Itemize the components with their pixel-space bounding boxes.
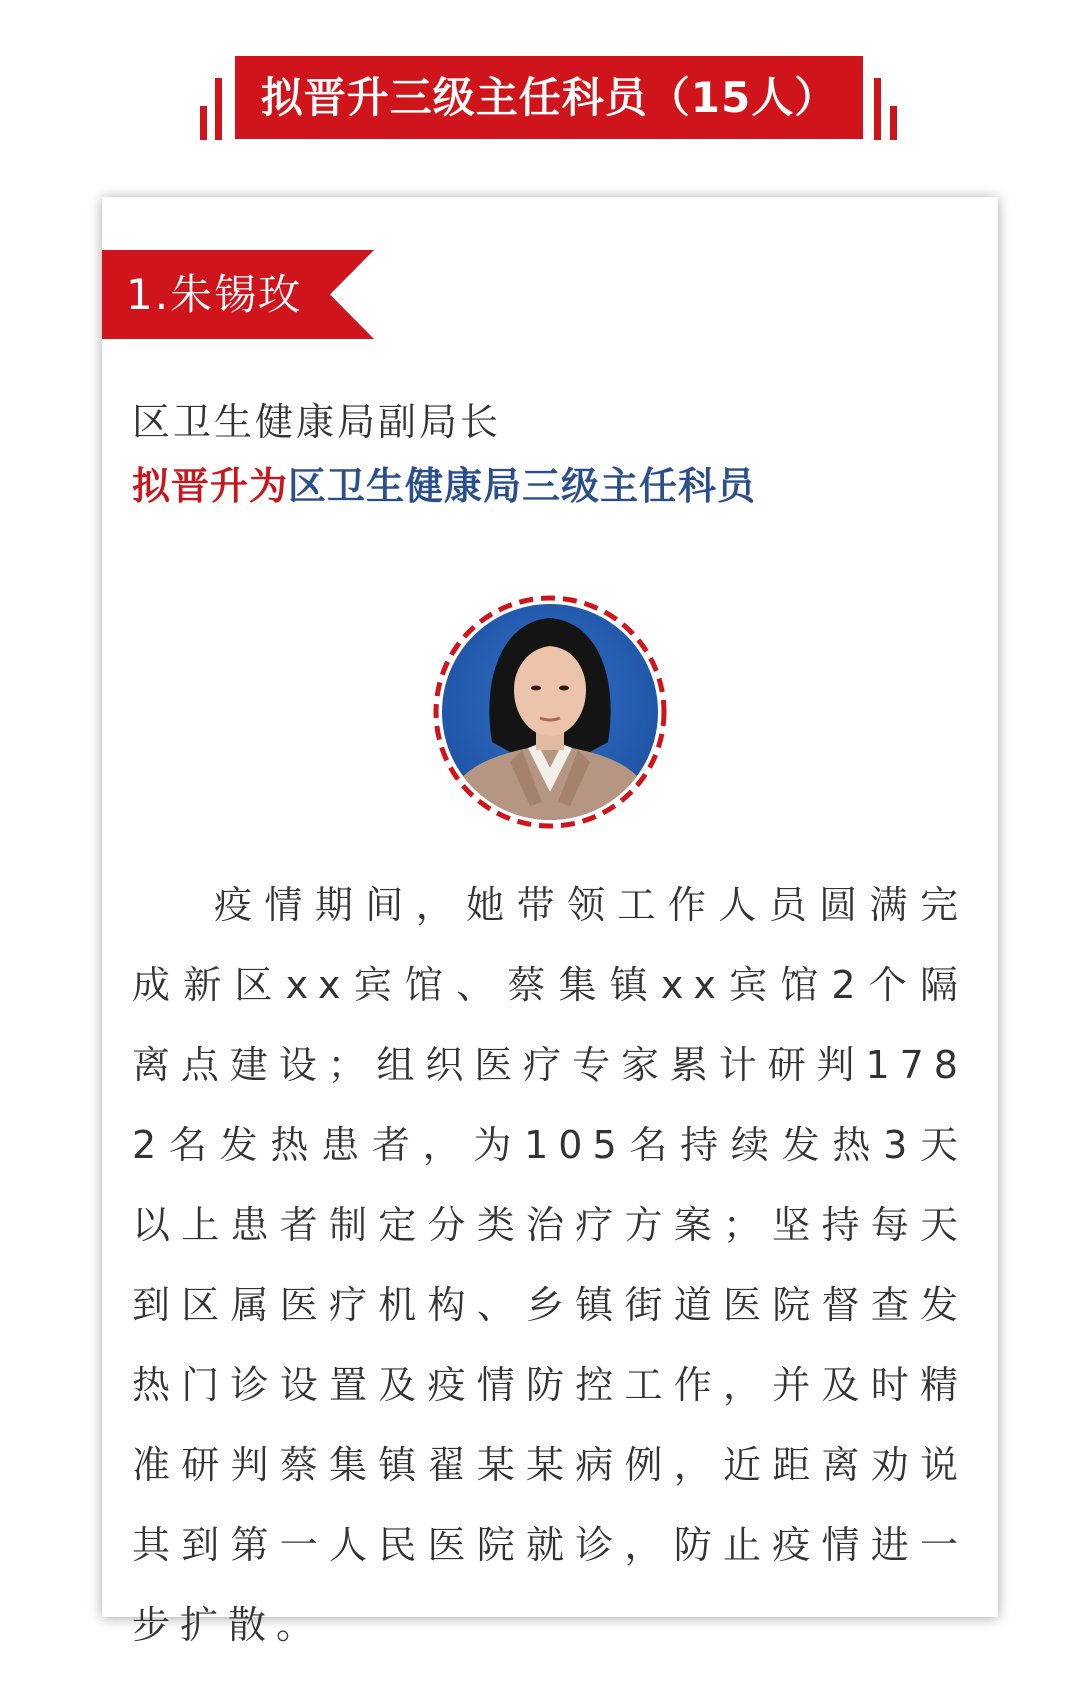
promotion-prefix: 拟晋升为 [132,464,289,508]
banner-left-bar-inner [215,78,222,140]
bio-paragraph: 疫情期间，她带领工作人员圆满完成新区xx宾馆、蔡集镇xx宾馆2个隔离点建设；组织医疗专家累计研判1782名发热患者，为105名持续发热3天以上患者制定分类治疗方案；坚持每天到区属医疗机构、乡镇街道医院督查发热门诊设置及疫情防控工作，并及时精准研判蔡集镇翟某某病例，近距离劝说其到第一人民医院就诊，防止疫情进一步扩散。 [132,883,968,1647]
banner-right-bar-outer [890,106,897,140]
section-title-banner [235,56,863,139]
portrait-photo [430,592,670,832]
section-title: 拟晋升三级主任科员（15人） [260,73,838,122]
person-photo-icon [430,592,670,832]
banner-right-bar-inner [874,78,881,140]
banner-left-bar-outer [200,106,207,140]
profile-card [102,197,998,1647]
promotion-line [132,455,756,510]
current-position: 区卫生健康局副局长 [132,400,502,444]
person-name: 1.朱锡玫 [126,270,303,319]
promotion-target: 区卫生健康局三级主任科员 [288,464,757,508]
name-tag [102,250,374,339]
